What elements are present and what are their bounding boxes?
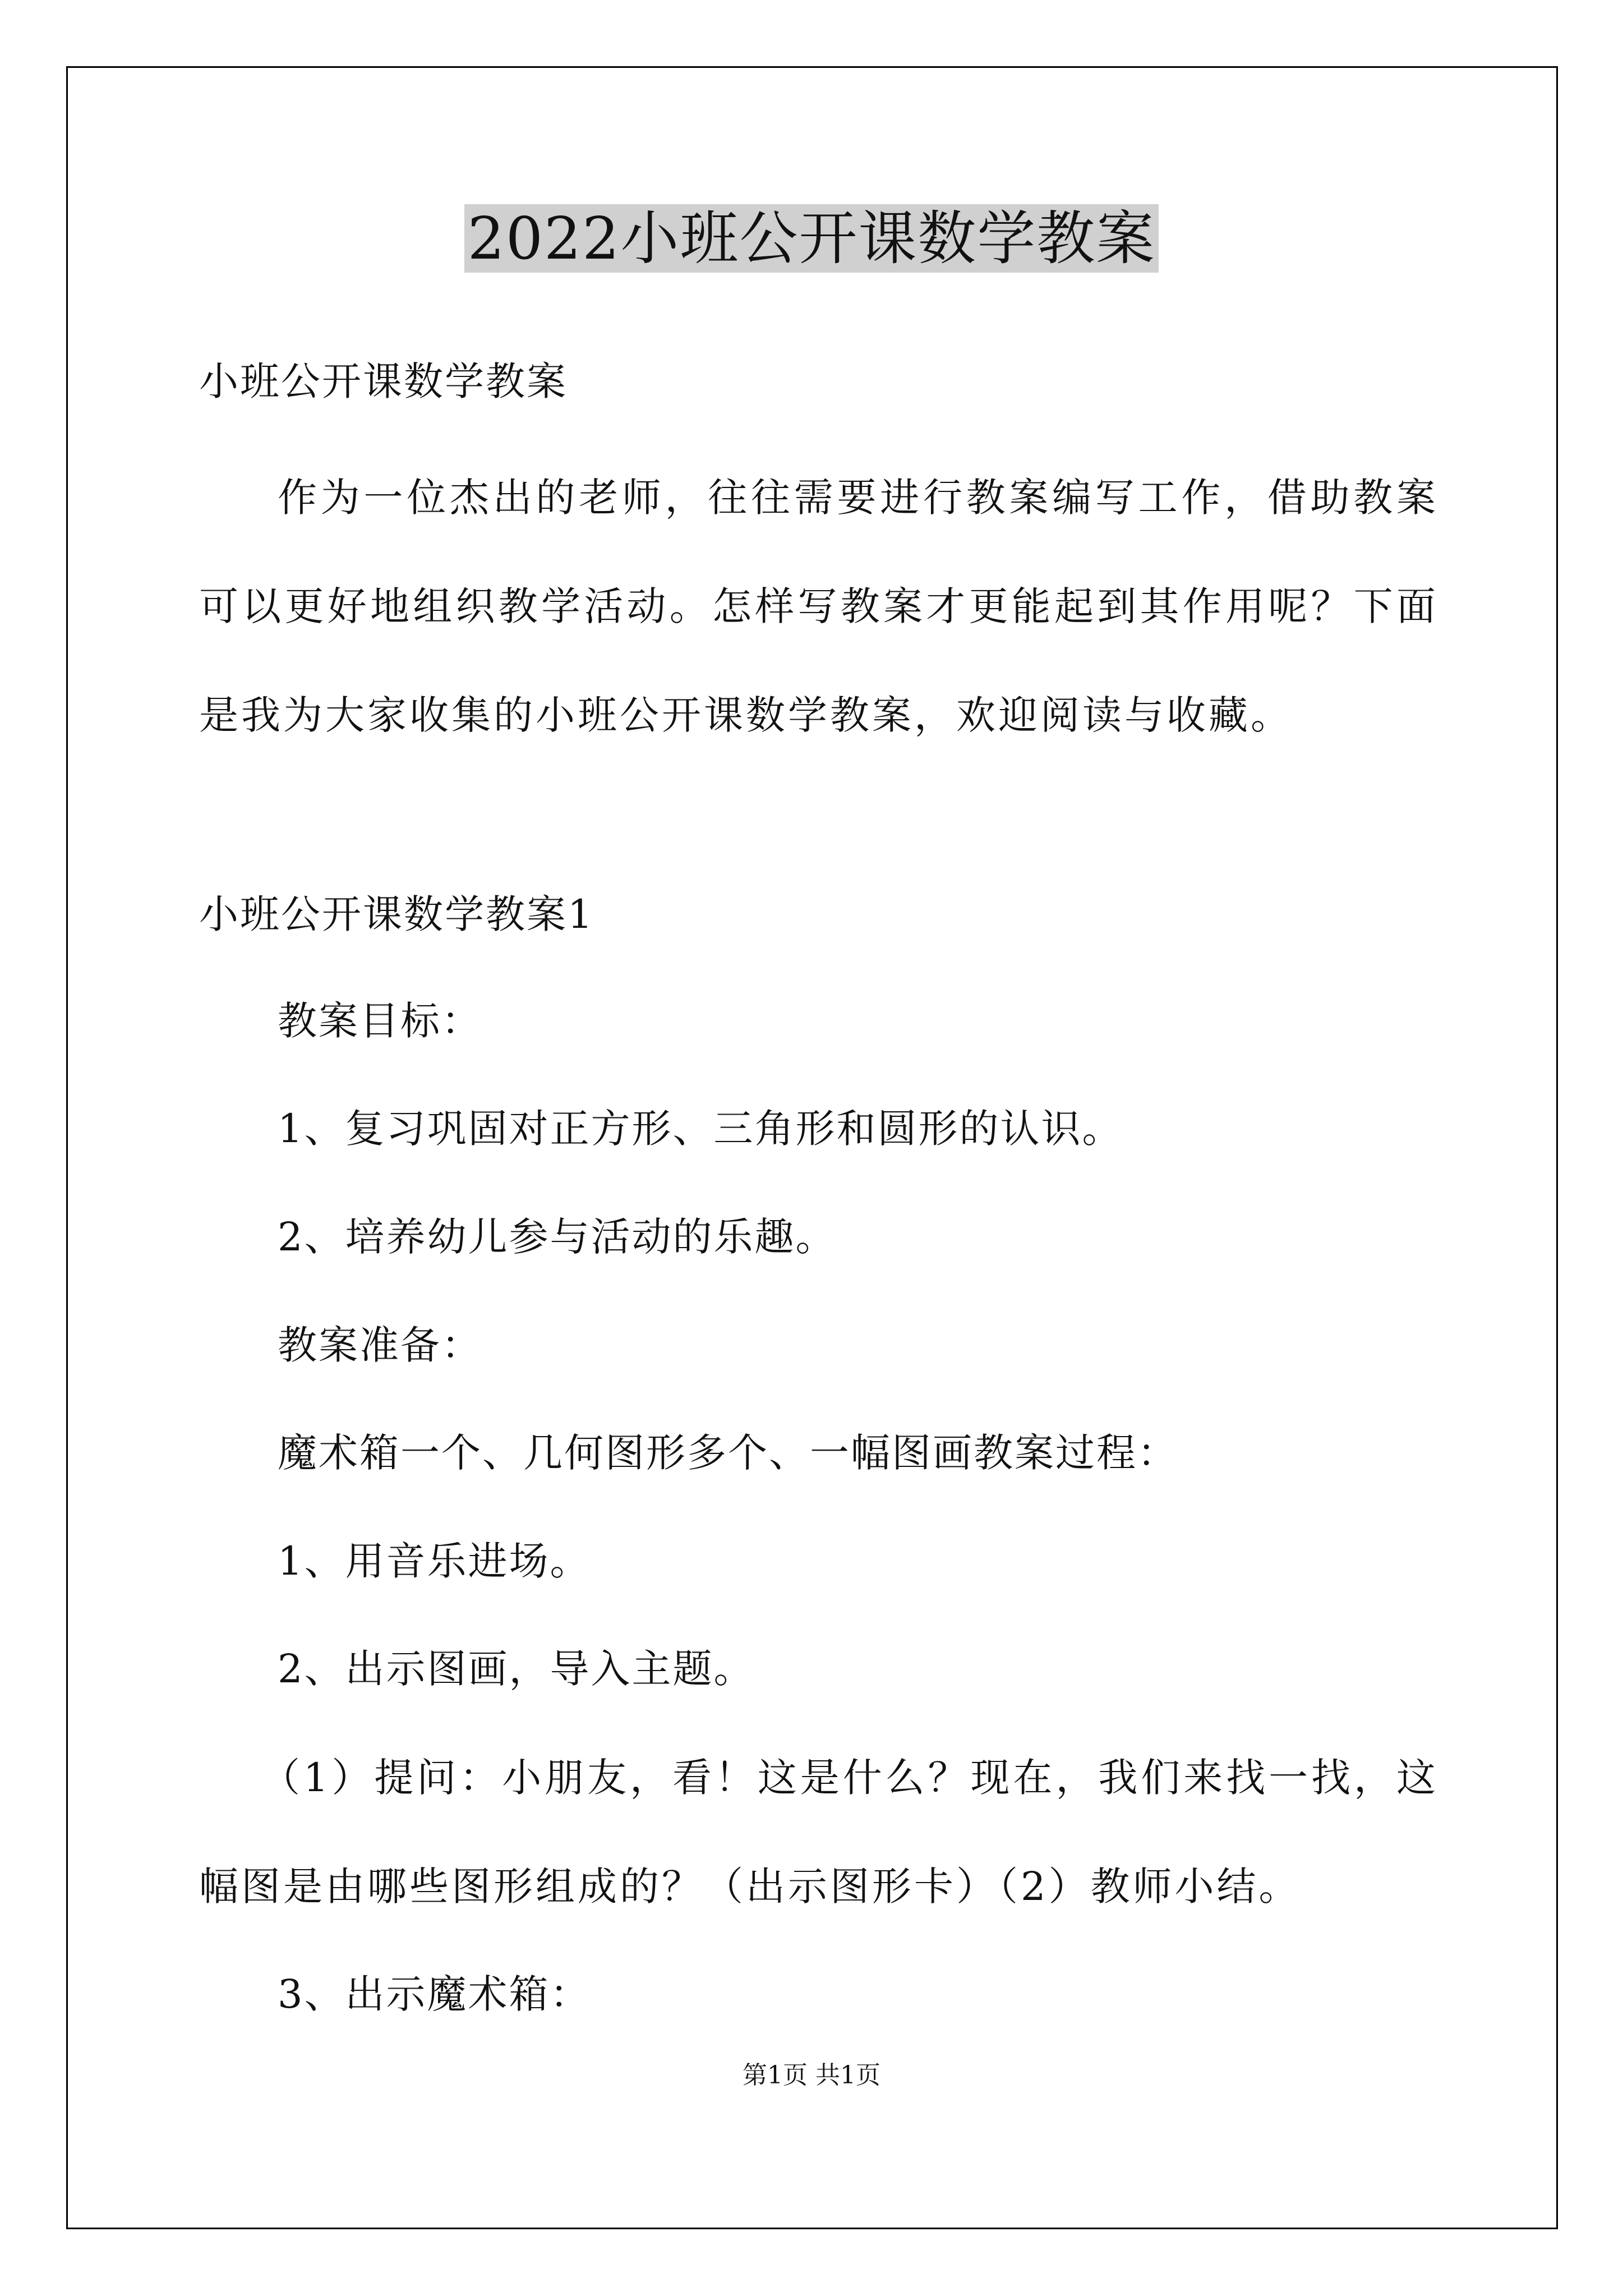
document-title-text: 2022小班公开课数学教案 — [464, 204, 1159, 273]
body-line: 1、复习巩固对正方形、三角形和圆形的认识。 — [278, 1106, 1123, 1152]
body-line: 3、出示魔术箱： — [278, 1971, 591, 2017]
body-line: 魔术箱一个、几何图形多个、一幅图画教案过程： — [278, 1430, 1178, 1476]
page-footer: 第1页 共1页 — [743, 2061, 880, 2090]
body-line: 2、出示图画，导入主题。 — [278, 1646, 755, 1692]
body-line: 2、培养幼儿参与活动的乐趣。 — [278, 1214, 837, 1260]
section-heading: 小班公开课数学教案1 — [199, 891, 594, 937]
question-paragraph: （1）提问：小朋友，看！这是什么？现在，我们来找一找，这幅图是由哪些图形组成的？（出示图形卡）（2）教师小结。 — [199, 1755, 1438, 1910]
intro-paragraph: 作为一位杰出的老师，往往需要进行教案编写工作，借助教案可以更好地组织教学活动。怎样写教案才更能起到其作用呢？下面是我为大家收集的小班公开课数学教案，欢迎阅读与收藏。 — [199, 475, 1438, 738]
body-line: 1、用音乐进场。 — [278, 1538, 591, 1584]
document-subtitle: 小班公开课数学教案 — [199, 358, 568, 404]
body-line: 教案目标： — [278, 998, 482, 1044]
body-line: 教案准备： — [278, 1322, 482, 1368]
document-title — [0, 199, 1623, 278]
